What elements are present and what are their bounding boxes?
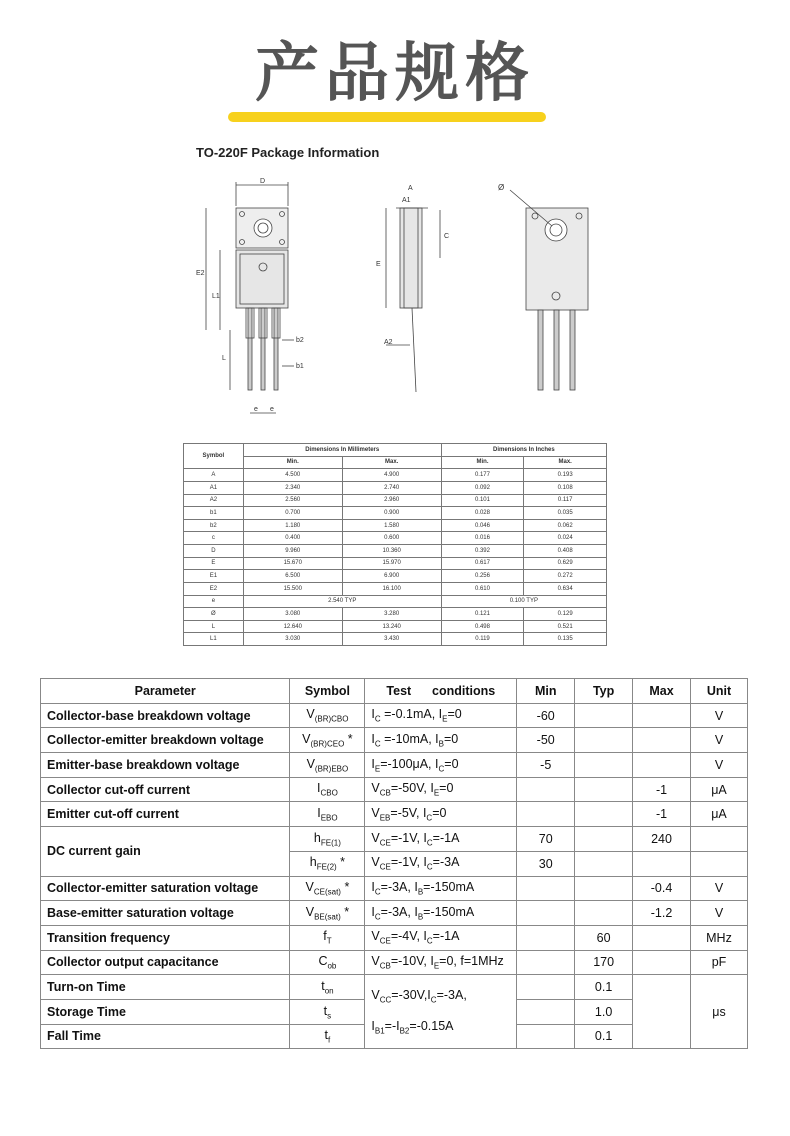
dim-row [184,582,607,595]
dim-symbol-cell: b2 [184,519,244,532]
unit-header: Unit [691,679,748,704]
dim-symbol-cell: e [184,595,244,608]
dim-value-cell: 0.129 [524,608,607,621]
typ-cell [575,827,633,852]
dim-value-cell: 3.030 [243,633,342,646]
dim-row [184,608,607,621]
unit-cell: V [691,703,748,728]
spec-row [41,753,748,778]
symbol-cell: $t_s$ [290,999,365,1024]
spec-row [41,901,748,926]
min-cell [517,901,575,926]
typ-cell [575,876,633,901]
parameter-cell: DC current gain [41,827,290,876]
test-conditions-cell: $V_{CB}=-50V$, $I_E=0$ [365,777,517,802]
dim-value-cell: 0.062 [524,519,607,532]
dim-symbol-cell: D [184,545,244,558]
dim-value-cell: 0.046 [441,519,524,532]
typ-cell [575,851,633,876]
symbol-cell: $V_{(BR)CBO}$ [290,703,365,728]
dim-value-cell: 0.121 [441,608,524,621]
spec-row [41,925,748,950]
spec-row [41,827,748,852]
test-conditions-cell: $V_{CE}=-1V$, $I_C=-1A$ [365,827,517,852]
dim-label-diameter: Ø [498,183,505,192]
dim-value-cell: 0.700 [243,507,342,520]
dim-symbol-cell: E1 [184,570,244,583]
symbol-header: Symbol [290,679,365,704]
dim-value-cell: 0.101 [441,494,524,507]
max-cell [633,851,691,876]
unit-cell: μA [691,802,748,827]
parameter-cell: Storage Time [41,999,290,1024]
symbol-cell: $f_T$ [290,925,365,950]
symbol-cell: $V_{(BR)EBO}$ [290,753,365,778]
dim-value-cell: 12.640 [243,620,342,633]
dim-row [184,507,607,520]
dim-row [184,481,607,494]
typ-cell: 60 [575,925,633,950]
symbol-cell: $h_{FE(1)}$ [290,827,365,852]
dim-value-cell: 0.272 [524,570,607,583]
dim-value-cell: 3.430 [342,633,441,646]
front-view [196,178,304,413]
dim-value-cell: 1.180 [243,519,342,532]
test-conditions-cell: $V_{CE}=-1V$, $I_C=-3A$ [365,851,517,876]
spec-row [41,975,748,1000]
dim-value-cell: 16.100 [342,582,441,595]
min-cell [517,802,575,827]
max-cell [633,975,691,1049]
dim-value-cell: 0.135 [524,633,607,646]
dim-row [184,595,607,608]
unit-cell: μs [691,975,748,1049]
spec-row [41,777,748,802]
dim-value-cell: 0.193 [524,469,607,482]
min-cell: -60 [517,703,575,728]
unit-cell: V [691,728,748,753]
dim-row [184,633,607,646]
min-cell: -5 [517,753,575,778]
symbol-cell: $t_f$ [290,1024,365,1049]
dim-value-cell: 0.392 [441,545,524,558]
typ-cell [575,728,633,753]
side-view [376,185,449,392]
rear-view [498,183,588,390]
parameter-cell: Collector-emitter saturation voltage [41,876,290,901]
min-cell [517,1024,575,1049]
dim-symbol-cell: L1 [184,633,244,646]
unit-cell [691,827,748,852]
dim-label-b1: b1 [296,363,304,370]
symbol-cell: $V_{(BR)CEO}$ * [290,728,365,753]
symbol-cell: $C_{ob}$ [290,950,365,975]
unit-cell: V [691,753,748,778]
max-cell [633,950,691,975]
dim-row [184,557,607,570]
min-cell: -50 [517,728,575,753]
unit-cell: V [691,876,748,901]
unit-cell: MHz [691,925,748,950]
min-cell [517,999,575,1024]
dim-value-cell: 0.617 [441,557,524,570]
min-cell [517,876,575,901]
dim-row [184,570,607,583]
dim-value-cell: 0.092 [441,481,524,494]
min-cell: 30 [517,851,575,876]
dim-value-cell: 0.634 [524,582,607,595]
dim-value-cell: 2.960 [342,494,441,507]
dim-in-header: Dimensions In Inches [441,444,606,457]
parameter-cell: Turn-on Time [41,975,290,1000]
parameter-cell: Collector-base breakdown voltage [41,703,290,728]
dim-symbol-cell: A2 [184,494,244,507]
dim-label-e-1: e [254,406,258,413]
dim-label-l: L [222,355,226,362]
unit-cell: μA [691,777,748,802]
dim-symbol-cell: c [184,532,244,545]
typ-cell [575,753,633,778]
spec-body [41,703,748,1049]
dim-value-cell: 10.360 [342,545,441,558]
test-conditions-cell: $I_E=-100\mu A$, $I_C=0$ [365,753,517,778]
dim-value-cell: 15.670 [243,557,342,570]
dim-row [184,620,607,633]
test-conditions-cell: $V_{CC}=-30V,I_C=-3A$, $I_{B1}=-I_{B2}=-0.15A$ [365,975,517,1049]
max-cell: -0.4 [633,876,691,901]
spec-row [41,728,748,753]
typ-cell: 1.0 [575,999,633,1024]
dim-value-cell: 0.035 [524,507,607,520]
dim-value-cell: 2.540 TYP [243,595,441,608]
test-conditions-cell: $I_C=-3A$, $I_B=-150mA$ [365,901,517,926]
parameter-cell: Emitter cut-off current [41,802,290,827]
dim-value-cell: 6.500 [243,570,342,583]
dim-label-e2: E2 [196,270,205,277]
dim-value-cell: 0.177 [441,469,524,482]
symbol-cell: $V_{CE(sat)}$ * [290,876,365,901]
dim-mm-max: Max. [342,456,441,469]
dimensions-table [183,443,607,646]
dim-value-cell: 0.900 [342,507,441,520]
test-conditions-cell: $V_{CE}=-4V$, $I_C=-1A$ [365,925,517,950]
min-cell: 70 [517,827,575,852]
dim-value-cell: 0.521 [524,620,607,633]
max-cell: -1 [633,802,691,827]
dim-label-a: A [408,185,413,192]
spec-header-row [41,679,748,704]
unit-cell [691,851,748,876]
dim-row [184,469,607,482]
dim-value-cell: 15.970 [342,557,441,570]
symbol-cell: $V_{BE(sat)}$ * [290,901,365,926]
dim-label-c: C [444,233,450,240]
max-cell [633,728,691,753]
dim-value-cell: 9.960 [243,545,342,558]
dim-value-cell: 0.108 [524,481,607,494]
typ-header: Typ [575,679,633,704]
symbol-cell: $I_{CBO}$ [290,777,365,802]
min-cell [517,975,575,1000]
dim-value-cell: 0.016 [441,532,524,545]
typ-cell: 0.1 [575,975,633,1000]
spec-row [41,802,748,827]
dim-value-cell: 4.900 [342,469,441,482]
dim-value-cell: 2.560 [243,494,342,507]
min-cell [517,925,575,950]
page-title: 产品规格 [255,37,535,111]
typ-cell [575,901,633,926]
min-header: Min [517,679,575,704]
dim-row [184,532,607,545]
title-underline [228,112,546,122]
min-cell [517,777,575,802]
dimensions-body [184,469,607,646]
dim-value-cell: 1.580 [342,519,441,532]
dim-value-cell: 6.900 [342,570,441,583]
typ-cell: 170 [575,950,633,975]
dim-value-cell: 13.240 [342,620,441,633]
typ-cell: 0.1 [575,1024,633,1049]
symbol-cell: $t_{on}$ [290,975,365,1000]
spec-row [41,703,748,728]
dim-in-min: Min. [441,456,524,469]
min-cell [517,950,575,975]
max-header: Max [633,679,691,704]
dim-mm-header: Dimensions In Millimeters [243,444,441,457]
dim-value-cell: 0.610 [441,582,524,595]
max-cell: -1 [633,777,691,802]
parameter-cell: Base-emitter saturation voltage [41,901,290,926]
dim-value-cell: 0.600 [342,532,441,545]
dim-label-e-2: e [270,406,274,413]
dim-symbol-cell: E2 [184,582,244,595]
dim-symbol-cell: A1 [184,481,244,494]
max-cell [633,703,691,728]
dim-row [184,494,607,507]
dim-value-cell: 0.119 [441,633,524,646]
dim-value-cell: 0.256 [441,570,524,583]
dim-label-a1: A1 [402,197,411,204]
test-conditions-cell: $I_C=-3A$, $I_B=-150mA$ [365,876,517,901]
parameter-cell: Fall Time [41,1024,290,1049]
dim-value-cell: 0.408 [524,545,607,558]
symbol-cell: $h_{FE(2)}$ * [290,851,365,876]
dim-value-cell: 2.340 [243,481,342,494]
test-conditions-cell: $V_{EB}=-5V$, $I_C=0$ [365,802,517,827]
package-drawings [190,170,610,430]
dim-symbol-cell: A [184,469,244,482]
dim-value-cell: 0.629 [524,557,607,570]
spec-row [41,950,748,975]
dim-row [184,545,607,558]
typ-cell [575,777,633,802]
package-heading: TO-220F Package Information [196,145,380,160]
electrical-spec-table [40,678,748,1049]
dim-value-cell: 0.024 [524,532,607,545]
dim-value-cell: 3.280 [342,608,441,621]
dim-symbol-cell: Ø [184,608,244,621]
dim-value-cell: 0.498 [441,620,524,633]
dim-row [184,519,607,532]
dim-label-a2: A2 [384,339,393,346]
parameter-cell: Emitter-base breakdown voltage [41,753,290,778]
dim-label-e: E [376,261,381,268]
parameter-cell: Transition frequency [41,925,290,950]
dim-value-cell: 0.100 TYP [441,595,606,608]
dim-label-b2: b2 [296,337,304,344]
test-conditions-cell: $V_{CB}=-10V$, $I_E=0$, f=1MHz [365,950,517,975]
dim-value-cell: 2.740 [342,481,441,494]
dim-symbol-cell: L [184,620,244,633]
test-conditions-header: Test conditions [365,679,517,704]
max-cell [633,753,691,778]
test-conditions-cell: $I_C =-0.1mA$, $I_E=0$ [365,703,517,728]
max-cell: -1.2 [633,901,691,926]
dim-value-cell: 3.080 [243,608,342,621]
spec-row [41,876,748,901]
dim-symbol-cell: E [184,557,244,570]
typ-cell [575,703,633,728]
dim-mm-min: Min. [243,456,342,469]
dim-value-cell: 15.500 [243,582,342,595]
parameter-cell: Collector output capacitance [41,950,290,975]
unit-cell: pF [691,950,748,975]
dim-symbol-header: Symbol [184,444,244,469]
dim-label-d: D [260,178,266,185]
test-conditions-cell: $I_C =-10mA$, $I_B=0$ [365,728,517,753]
parameter-cell: Collector-emitter breakdown voltage [41,728,290,753]
typ-cell [575,802,633,827]
dim-label-l1: L1 [212,293,220,300]
symbol-cell: $I_{EBO}$ [290,802,365,827]
dim-value-cell: 0.117 [524,494,607,507]
dim-symbol-cell: b1 [184,507,244,520]
parameter-cell: Collector cut-off current [41,777,290,802]
dim-value-cell: 0.028 [441,507,524,520]
parameter-header: Parameter [41,679,290,704]
max-cell: 240 [633,827,691,852]
dim-in-max: Max. [524,456,607,469]
dim-value-cell: 4.500 [243,469,342,482]
dim-value-cell: 0.400 [243,532,342,545]
max-cell [633,925,691,950]
unit-cell: V [691,901,748,926]
